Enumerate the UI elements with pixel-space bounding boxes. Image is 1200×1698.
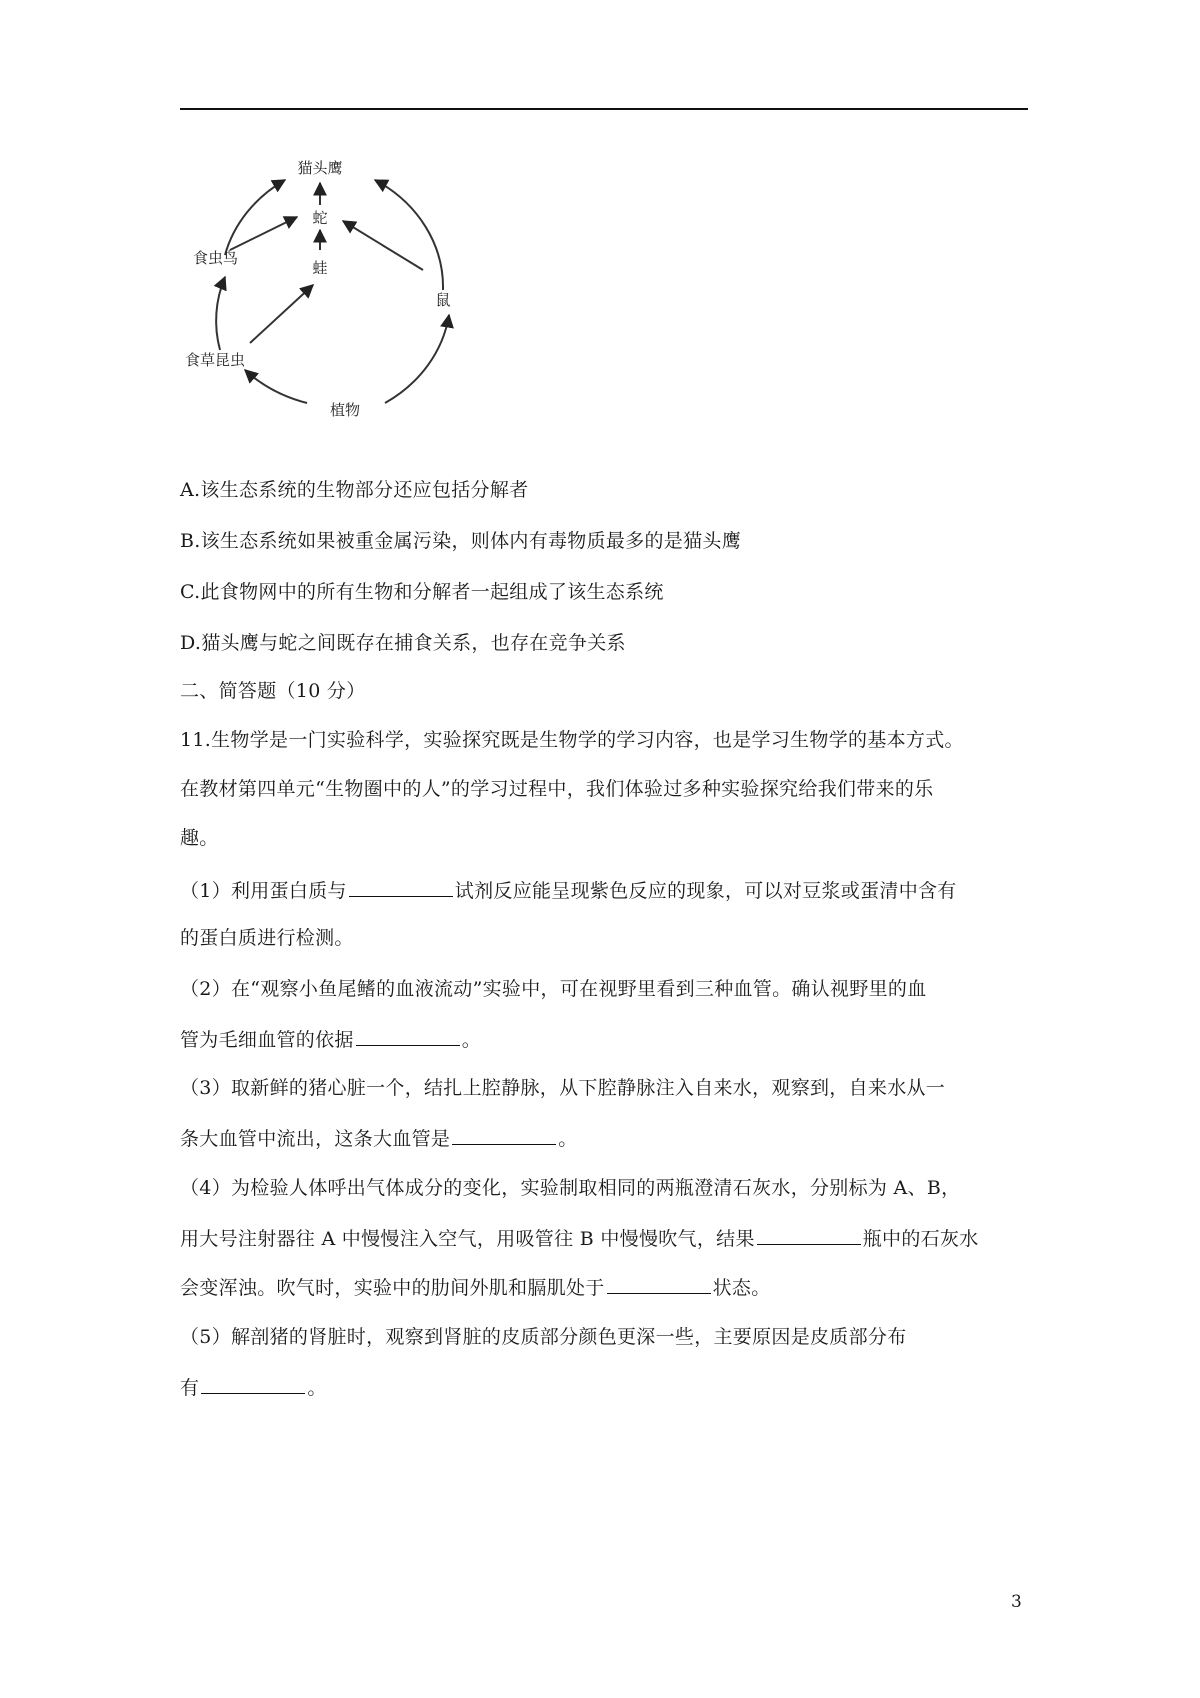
answer-blank-5[interactable] — [607, 1273, 711, 1294]
answer-blank-4[interactable] — [757, 1224, 861, 1245]
q11-part2-text-c: 。 — [461, 1029, 482, 1051]
node-bird: 食虫鸟 — [193, 249, 239, 267]
option-c: C.此食物网中的所有生物和分解者一起组成了该生态系统 — [180, 581, 664, 603]
answer-blank-6[interactable] — [201, 1373, 305, 1394]
node-insect: 食草昆虫 — [185, 351, 246, 369]
q11-part1-line-2: 的蛋白质进行检测。 — [180, 927, 354, 949]
answer-blank-3[interactable] — [452, 1124, 556, 1145]
arrow-insect-to-frog — [250, 285, 313, 343]
header-rule — [180, 108, 1028, 110]
q11-part5-text-b: 有 — [180, 1377, 200, 1399]
q11-part4-text-e: 状态。 — [712, 1277, 771, 1299]
node-frog: 蛙 — [312, 259, 328, 277]
q11-part3-text-b: 条大血管中流出，这条大血管是 — [180, 1128, 451, 1150]
food-web-diagram — [185, 155, 505, 445]
q11-part5-line-2 — [180, 1373, 327, 1401]
q11-part4-line-2 — [180, 1224, 979, 1252]
q11-part2-text-b: 管为毛细血管的依据 — [180, 1029, 354, 1051]
q11-stem-line-2: 在教材第四单元“生物圈中的人”的学习过程中，我们体验过多种实验探究给我们带来的乐 — [180, 778, 934, 800]
node-snake: 蛇 — [312, 209, 328, 227]
q11-part3-line-2 — [180, 1124, 578, 1152]
option-a: A.该生态系统的生物部分还应包括分解者 — [180, 479, 529, 501]
option-d: D.猫头鹰与蛇之间既存在捕食关系，也存在竞争关系 — [180, 632, 626, 654]
q11-stem-line-1: 11.生物学是一门实验科学，实验探究既是生物学的学习内容，也是学习生物学的基本方式。 — [180, 729, 964, 751]
q11-part4-text-b: 用大号注射器往 A 中慢慢注入空气，用吸管往 B 中慢慢吹气，结果 — [180, 1228, 755, 1250]
q11-part4-line-1: （4）为检验人体呼出气体成分的变化，实验制取相同的两瓶澄清石灰水，分别标为 A、B， — [180, 1177, 961, 1199]
answer-blank-1[interactable] — [349, 876, 453, 897]
option-b: B.该生态系统如果被重金属污染，则体内有毒物质最多的是猫头鹰 — [180, 530, 742, 552]
q11-part2-line-1: （2）在“观察小鱼尾鳍的血液流动”实验中，可在视野里看到三种血管。确认视野里的血 — [180, 978, 927, 1000]
q11-part1-text-a: （1）利用蛋白质与 — [180, 880, 347, 902]
arc-plant-to-mouse — [385, 315, 449, 403]
q11-stem-line-3: 趣。 — [180, 827, 219, 849]
arc-mouse-to-owl — [375, 180, 443, 290]
q11-part4-text-d: 会变浑浊。吹气时，实验中的肋间外肌和膈肌处于 — [180, 1277, 605, 1299]
node-plant: 植物 — [329, 401, 361, 419]
q11-part2-line-2 — [180, 1025, 481, 1053]
q11-part4-text-c: 瓶中的石灰水 — [862, 1228, 979, 1250]
arc-insect-to-bird — [216, 277, 225, 350]
page-number: 3 — [1011, 1592, 1022, 1612]
q11-part3-text-c: 。 — [558, 1128, 578, 1150]
q11-part1-line-1 — [180, 876, 957, 904]
arc-bird-to-owl — [225, 180, 285, 255]
section-heading: 二、简答题（10 分） — [180, 680, 366, 702]
arrow-mouse-to-snake — [343, 221, 423, 270]
q11-part4-line-3 — [180, 1273, 771, 1301]
answer-blank-2[interactable] — [356, 1025, 460, 1046]
q11-part3-line-1: （3）取新鲜的猪心脏一个，结扎上腔静脉，从下腔静脉注入自来水，观察到，自来水从一 — [180, 1077, 946, 1099]
arc-plant-to-insect — [245, 370, 307, 403]
q11-part5-line-1: （5）解剖猪的肾脏时，观察到肾脏的皮质部分颜色更深一些，主要原因是皮质部分布 — [180, 1326, 907, 1348]
node-mouse: 鼠 — [435, 291, 451, 309]
q11-part1-text-b: 试剂反应能呈现紫色反应的现象，可以对豆浆或蛋清中含有 — [454, 880, 957, 902]
q11-part5-text-c: 。 — [307, 1377, 327, 1399]
node-owl: 猫头鹰 — [297, 159, 343, 177]
